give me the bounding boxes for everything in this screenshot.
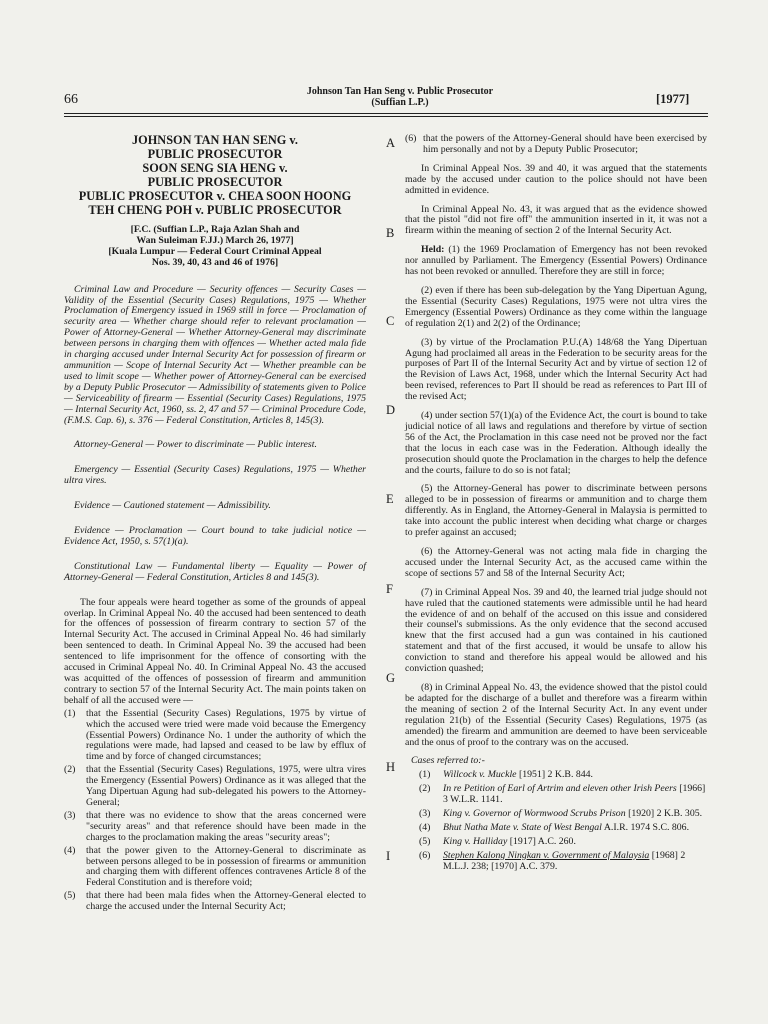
case-title-line: TEH CHENG POH v. PUBLIC PROSECUTOR: [88, 202, 342, 217]
held-paragraph: (6) the Attorney-General was not acting mala fide in charging the accused under the Internal Security Act, as the accused came within the scope of sections 57 and 58 of the Internal Security Act;: [405, 546, 707, 579]
margin-letter-a: A: [386, 136, 396, 150]
case-citation: (1) Willcock v. Muckle [1951] 2 K.B. 844.: [419, 769, 594, 781]
held-paragraph: (5) the Attorney-General has power to discriminate between persons alleged to be in possession of firearms or ammunition and to charge them differently. As in England, the Attorney-General in Malaysia is permitted to take into account the public interest when deciding what charge or charges to prefer against an accused;: [405, 483, 707, 539]
margin-letter-c: C: [386, 314, 395, 328]
point-item: (1) that the Essential (Security Cases) Regulations, 1975 by virtue of which the accused were tried were made void because the Emergency (Essential Powers) Ordinance No. 1 under the authority of which the regulations were made, had lapsed and ceased to be law by efflux of time and by force of changed circumstances;: [64, 707, 366, 763]
coram: [64, 225, 366, 268]
point-item: (5) that there had been mala fides when the Attorney-General elected to charge the accused under the Internal Security Act;: [64, 890, 366, 913]
held-paragraph: (2) even if there has been sub-delegation by the Yang Dipertuan Agung, the Essential (Security Cases) Regulations, 1975 were not ultra vires the Emergency (Essential Powers) Ordinance as they come within the language of regulation 2(1) and 2(2) of the Ordinance;: [405, 284, 707, 329]
catchword: Evidence — Proclamation — Court bound to take judicial notice — Evidence Act, 1950, s. 57(1)(a).: [64, 525, 366, 547]
margin-letter-h: H: [386, 760, 396, 774]
left-column: [64, 134, 366, 913]
header-rule: [64, 113, 708, 114]
points-list: [64, 709, 366, 913]
case-title-line: JOHNSON TAN HAN SENG v.: [132, 133, 298, 147]
case-citation: (6) Stephen Kalong Ningkan v. Government of Malaysia [1968] 2 M.L.J. 238; [1970] A.C. 379.: [419, 849, 686, 872]
point-item: (6) that the powers of the Attorney-General should have been exercised by him personally and not by a Deputy Public Prosecutor;: [405, 133, 707, 155]
coram-line: Nos. 39, 40, 43 and 46 of 1976]: [151, 256, 279, 268]
held-paragraph: (4) under section 57(1)(a) of the Evidence Act, the court is bound to take judicial notice of all laws and regulations and therefore by virtue of section 56 of the Act, the Proclamation in this case need not be proved nor the fact that the locus in each case was in the Federation. Although ideally the prosecution should quote the Proclamation in the charges to help the defence and the courts, failure to do so is not fatal;: [405, 410, 707, 476]
case-citation: (5) King v. Halliday [1917] A.C. 260.: [419, 835, 576, 847]
point-item: (2) that the Essential (Security Cases) Regulations, 1975, were ultra vires the Emergency (Essential Powers) Ordinance as it was alleged that the Yang Dipertuan Agung had sub-delegated his powers to the Attorney-General;: [64, 764, 366, 808]
held-paragraph: (8) in Criminal Appeal No. 43, the evidence showed that the pistol could be adapted for the discharge of a bullet and therefore was a firearm within the meaning of section 2 of the Internal Security Act. In any event under regulation 21(b) of the Essential (Security Cases) Regulations, 1975 (as amended) the firearm and ammunition are deemed to have been serviceable and the onus of proof to the contrary was on the accused.: [405, 681, 707, 748]
case-title-line: PUBLIC PROSECUTOR: [147, 146, 283, 161]
held-label: Held:: [421, 244, 445, 256]
case-title-line: PUBLIC PROSECUTOR v. CHEA SOON HOONG: [78, 188, 352, 203]
case-title-line: SOON SENG SIA HENG v.: [142, 160, 288, 175]
case-citation: (4) Bhut Natha Mate v. State of West Bengal A.I.R. 1974 S.C. 806.: [419, 821, 690, 833]
catchword: Attorney-General — Power to discriminate — Public interest.: [74, 439, 317, 451]
margin-letter-i: I: [386, 849, 391, 863]
margin-letter-g: G: [386, 671, 396, 685]
margin-letter-f: F: [386, 582, 393, 596]
argument-paragraph: In Criminal Appeal Nos. 39 and 40, it was argued that the statements made by the accused under caution to the police should not have been admitted in evidence.: [405, 162, 707, 196]
cases-heading: Cases referred to:-: [411, 755, 485, 767]
header-rule-double: [64, 116, 708, 117]
intro-paragraph: The four appeals were heard together as some of the grounds of appeal overlap. In Criminal Appeal No. 40 the accused had been sentenced to death for the offences of possession of firearm contrary to section 57 of the Internal Security Act. The accused in Criminal Appeal No. 46 had similarly been sentenced to death. In Criminal Appeal No. 39 the accused had been sentenced to life imprisonment for the offence of consorting with the accused in Criminal Appeal No. 40. In Criminal Appeal No. 43 the accused was acquitted of the offences of possession of firearm and ammunition contrary to section 57 of the Internal Security Act. The main points taken on behalf of all the accused were —: [64, 596, 366, 706]
held-paragraph: Held: (1) the 1969 Proclamation of Emergency has not been revoked nor annulled by Parliament. The Emergency (Essential Powers) Ordinance has not been revoked or annulled. Therefore they are still in force;: [405, 244, 708, 278]
margin-letter-e: E: [386, 492, 394, 506]
catchword: Criminal Law and Procedure — Security offences — Security Cases — Validity of the Essential (Security Cases) Regulations, 1975 — Whether Proclamation of Emergency issued in 1969 still in force — Proclamation of security area — Whether charge should refer to relevant proclamation — Power of Attorney-General — Whether Attorney-General may discriminate between persons in charging them with offences — Whether acted mala fide in charging accused under Internal Security Act for possession of firearm or ammunition — Scope of Internal Security Act — Whether preamble can be used to limit scope — Whether power of Attorney-General can be exercised by a Deputy Public Prosecutor — Admissibility of statements given to Police — Serviceability of firearm — Essential (Security Cases) Regulations, 1975 — Internal Security Act, 1960, ss. 2, 47 and 57 — Criminal Procedure Code, (F.M.S. Cap. 6), s. 376 — Federal Constitution, Articles 8, 145(3).: [64, 283, 366, 426]
catchword: Evidence — Cautioned statement — Admissibility.: [74, 500, 271, 512]
case-title: [64, 134, 366, 217]
margin-letter-b: B: [386, 226, 395, 240]
page-number: 66: [64, 92, 78, 107]
running-subtitle: (Suffian L.P.): [371, 97, 429, 108]
margin-letter-d: D: [386, 403, 396, 417]
coram-line: [F.C. (Suffian L.P., Raja Azlan Shah and: [130, 224, 300, 236]
point-item: (4) that the power given to the Attorney-General to discriminate as between persons alleged to be in possession of firearms or ammunition and charging them with different offences contravenes Article 8 of the Federal Constitution and is therefore void;: [64, 844, 366, 889]
point-item: (3) that there was no evidence to show that the areas concerned were "security areas" and that reference should have been made in the charges to the proclamation making the areas "security areas";: [64, 809, 366, 843]
argument-paragraph: In Criminal Appeal No. 43, it was argued that as the evidence showed that the pistol "did not fire off" the ammunition inserted in it, it was not a firearm within the meaning of section 2 of the Internal Security Act.: [405, 203, 707, 237]
running-title: Johnson Tan Han Seng v. Public Prosecutor: [306, 86, 494, 97]
held-paragraph: (3) by virtue of the Proclamation P.U.(A) 148/68 the Yang Dipertuan Agung had proclaimed all areas in the Federation to be security areas for the purposes of Part II of the Internal Security Act and by virtue of section 12 of the Revision of Laws Act, 1968, under which the Internal Security Act had been revised, references to Part II should be read as references to Part III of the revised Act;: [405, 336, 707, 403]
running-header: [250, 86, 550, 108]
case-title-line: PUBLIC PROSECUTOR: [147, 174, 283, 189]
cases-list: [405, 770, 707, 872]
catchword: Emergency — Essential (Security Cases) Regulations, 1975 — Whether ultra vires.: [64, 464, 366, 487]
coram-line: [Kuala Lumpur — Federal Court Criminal Appeal: [108, 246, 322, 258]
coram-line: Wan Suleiman F.JJ.) March 26, 1977]: [136, 235, 294, 247]
case-citation: (2) In re Petition of Earl of Artrim and eleven other Irish Peers [1966] 3 W.L.R. 1141.: [419, 783, 706, 806]
case-citation: (3) King v. Governor of Wormwood Scrubs Prison [1920] 2 K.B. 305.: [419, 808, 703, 820]
right-column: [405, 134, 707, 873]
held-paragraph: (7) in Criminal Appeal Nos. 39 and 40, the learned trial judge should not have ruled that the cautioned statements were admissible until he had heard the evidence of and on behalf of the accused on this issue and considered their counsel's submissions. As the only evidence that the second accused knew that the first accused had a gun was contained in his cautioned statement and that of the first accused, it would be unsafe to allow his conviction to stand and therefore his appeal would be allowed and his conviction quashed;: [405, 586, 707, 675]
catchword: Constitutional Law — Fundamental liberty — Equality — Power of Attorney-General — Federal Constitution, Articles 8 and 145(3).: [64, 560, 366, 583]
report-year: [1977]: [656, 92, 690, 106]
